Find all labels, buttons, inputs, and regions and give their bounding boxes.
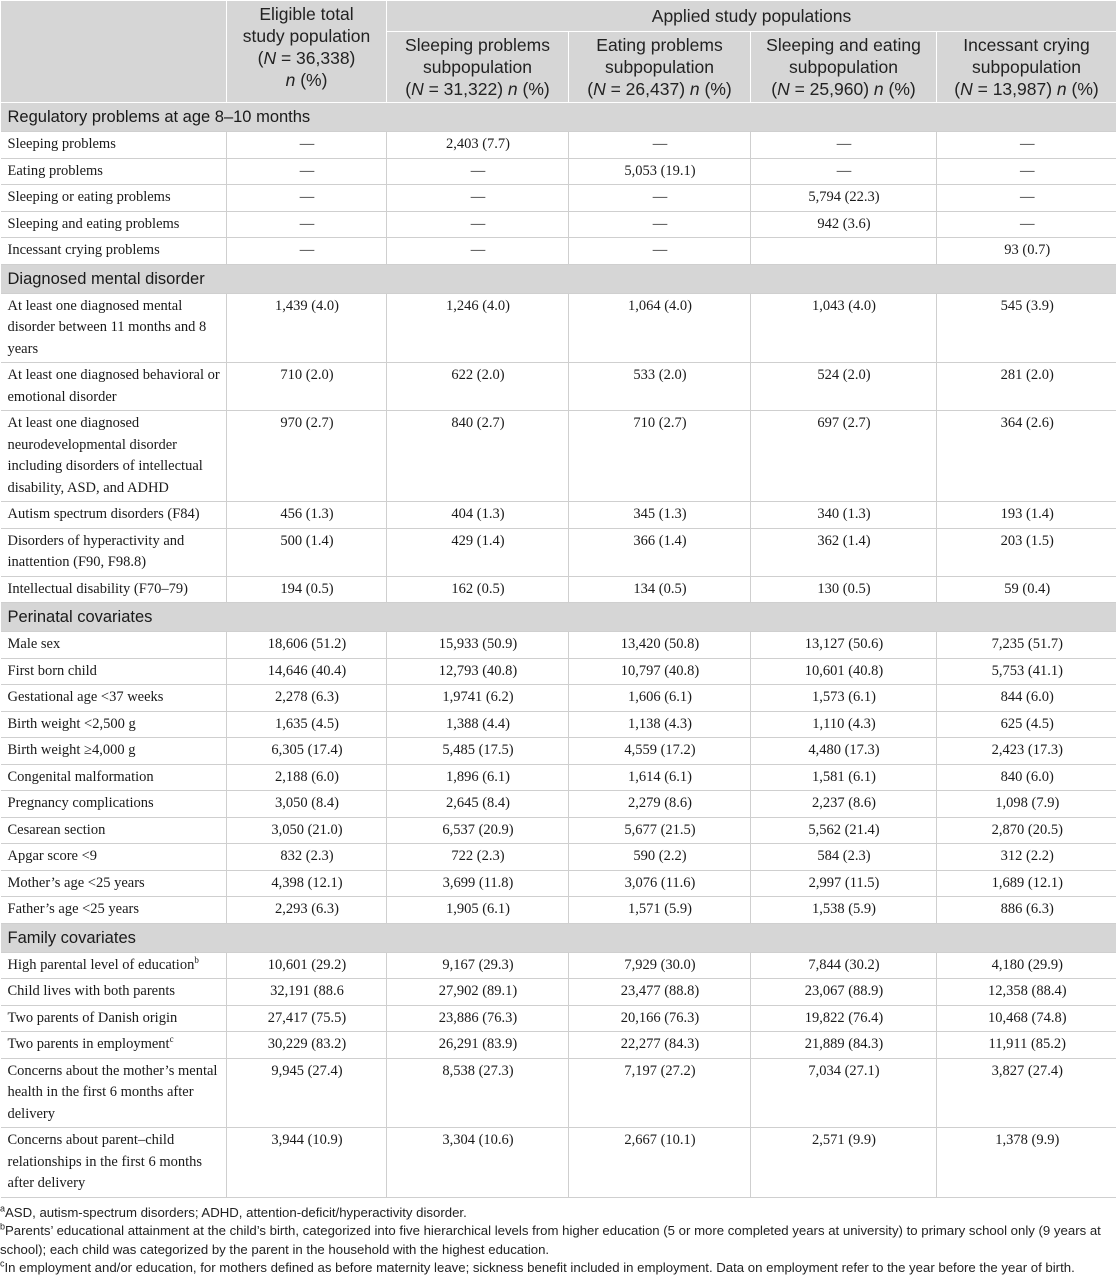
table-row xyxy=(1,791,1116,818)
table-header xyxy=(1,1,1116,103)
table-row xyxy=(1,132,1116,159)
table-cell xyxy=(751,238,937,265)
header-total-pct: (%) xyxy=(295,70,328,90)
table-cell: 12,793 (40.8) xyxy=(387,658,569,685)
table-cell: 3,050 (21.0) xyxy=(227,817,387,844)
table-cell: 1,110 (4.3) xyxy=(751,711,937,738)
row-label-text: Incessant crying problems xyxy=(7,242,160,258)
header-subpopulation-text: ( xyxy=(954,79,961,99)
table-row xyxy=(1,658,1116,685)
table-cell: 1,378 (9.9) xyxy=(937,1128,1116,1198)
row-label-text: Two parents of Danish origin xyxy=(7,1009,178,1026)
header-subpopulation-1 xyxy=(569,32,751,103)
header-subpopulation-text: subpopulation xyxy=(423,57,532,77)
table-cell: 13,420 (50.8) xyxy=(569,632,751,659)
table-row xyxy=(1,1058,1116,1128)
row-label xyxy=(1,293,227,363)
header-subpopulation-text: n xyxy=(873,79,884,99)
table-cell: 5,562 (21.4) xyxy=(751,817,937,844)
table-cell: 27,417 (75.5) xyxy=(227,1005,387,1032)
table-cell: — xyxy=(227,132,387,159)
footnote-text: ASD, autism-spectrum disorders; ADHD, attention-deficit/hyperactivity disorder. xyxy=(5,1204,467,1220)
header-subpopulation-text: N xyxy=(960,79,973,99)
table-cell: — xyxy=(387,238,569,265)
table-cell: — xyxy=(387,211,569,238)
header-subpopulation-text: subpopulation xyxy=(789,57,898,77)
row-label-text: Birth weight <2,500 g xyxy=(7,715,136,732)
table-cell: 11,911 (85.2) xyxy=(937,1032,1116,1059)
table-cell: 93 (0.7) xyxy=(937,238,1116,265)
table-cell: 6,305 (17.4) xyxy=(227,738,387,765)
table-row xyxy=(1,211,1116,238)
table-cell: 1,896 (6.1) xyxy=(387,764,569,791)
table-row xyxy=(1,502,1116,529)
row-label xyxy=(1,528,227,576)
table-cell: 1,689 (12.1) xyxy=(937,870,1116,897)
table-cell: — xyxy=(751,132,937,159)
table-cell: 9,167 (29.3) xyxy=(387,952,569,979)
table-cell: 2,188 (6.0) xyxy=(227,764,387,791)
row-label xyxy=(1,185,227,212)
table-cell: 15,933 (50.9) xyxy=(387,632,569,659)
table-cell: 1,614 (6.1) xyxy=(569,764,751,791)
row-label-text: Autism spectrum disorders (F84) xyxy=(7,506,200,522)
row-label-text: High parental level of education xyxy=(7,956,195,973)
section-header-row xyxy=(1,603,1116,632)
table-cell: 2,997 (11.5) xyxy=(751,870,937,897)
table-cell: 1,043 (4.0) xyxy=(751,293,937,363)
table-cell: 6,537 (20.9) xyxy=(387,817,569,844)
table-cell: 5,485 (17.5) xyxy=(387,738,569,765)
table-cell: 5,753 (41.1) xyxy=(937,658,1116,685)
table-cell: 2,645 (8.4) xyxy=(387,791,569,818)
table-cell: — xyxy=(569,211,751,238)
table-cell: 345 (1.3) xyxy=(569,502,751,529)
table-cell: 1,581 (6.1) xyxy=(751,764,937,791)
footnote-mark: b xyxy=(194,954,199,965)
table-cell: — xyxy=(387,158,569,185)
row-label-text: Child lives with both parents xyxy=(7,983,176,999)
section-title: Perinatal covariates xyxy=(1,603,1116,632)
table-cell: 59 (0.4) xyxy=(937,576,1116,603)
row-label xyxy=(1,870,227,897)
table-cell: 7,844 (30.2) xyxy=(751,952,937,979)
table-cell: 281 (2.0) xyxy=(937,363,1116,411)
header-total-line1: Eligible total xyxy=(259,4,354,24)
table-cell: 162 (0.5) xyxy=(387,576,569,603)
table-cell: 1,439 (4.0) xyxy=(227,293,387,363)
row-label xyxy=(1,817,227,844)
table-cell: 7,235 (51.7) xyxy=(937,632,1116,659)
table-cell: 5,794 (22.3) xyxy=(751,185,937,212)
table-cell: 710 (2.0) xyxy=(227,363,387,411)
table-cell: — xyxy=(569,185,751,212)
row-label-text: First born child xyxy=(7,662,97,679)
table-cell: — xyxy=(569,238,751,265)
table-cell: 312 (2.2) xyxy=(937,844,1116,871)
row-label xyxy=(1,1058,227,1128)
table-row xyxy=(1,185,1116,212)
table-row xyxy=(1,632,1116,659)
table-cell: 2,403 (7.7) xyxy=(387,132,569,159)
section-title: Regulatory problems at age 8–10 months xyxy=(1,103,1116,132)
table-cell: 1,064 (4.0) xyxy=(569,293,751,363)
header-subpopulation-text: Eating problems xyxy=(596,35,723,55)
table-row xyxy=(1,238,1116,265)
row-label xyxy=(1,1128,227,1198)
header-subpopulation-text: ( xyxy=(405,79,412,99)
table-cell: 10,601 (40.8) xyxy=(751,658,937,685)
table-cell: — xyxy=(387,185,569,212)
footnote-mark: a xyxy=(0,1203,6,1214)
header-subpopulation-0 xyxy=(387,32,569,103)
section-title: Diagnosed mental disorder xyxy=(1,264,1116,293)
footnote-mark: c xyxy=(0,1258,5,1269)
header-subpopulation-text: (%) xyxy=(1066,79,1099,99)
row-label-text: Father’s age <25 years xyxy=(7,901,140,917)
table-cell: 2,237 (8.6) xyxy=(751,791,937,818)
row-label-text: Birth weight ≥4,000 g xyxy=(7,742,136,758)
table-cell: 2,293 (6.3) xyxy=(227,897,387,924)
row-label-text: Concerns about the mother’s mental health in the first 6 months after delivery xyxy=(7,1062,218,1122)
table-cell: 4,180 (29.9) xyxy=(937,952,1116,979)
table-row xyxy=(1,979,1116,1006)
row-label xyxy=(1,411,227,502)
row-label-text: Male sex xyxy=(7,636,61,652)
row-label-text: Apgar score <9 xyxy=(7,848,98,864)
table-cell: — xyxy=(227,158,387,185)
header-total-line2: study population xyxy=(242,26,371,46)
table-cell: 364 (2.6) xyxy=(937,411,1116,502)
table-cell: 4,559 (17.2) xyxy=(569,738,751,765)
header-subpopulation-text: ( xyxy=(587,79,594,99)
table-cell: 2,279 (8.6) xyxy=(569,791,751,818)
row-label xyxy=(1,576,227,603)
table-row xyxy=(1,411,1116,502)
table-row xyxy=(1,870,1116,897)
row-label xyxy=(1,979,227,1006)
table-cell: 970 (2.7) xyxy=(227,411,387,502)
table-cell: 23,886 (76.3) xyxy=(387,1005,569,1032)
table-cell: 19,822 (76.4) xyxy=(751,1005,937,1032)
row-label-text: Intellectual disability (F70–79) xyxy=(7,580,188,597)
table-cell: 456 (1.3) xyxy=(227,502,387,529)
table-cell: 9,945 (27.4) xyxy=(227,1058,387,1128)
footnote-text: In employment and/or education, for mothers defined as before maternity leave; sickness benefit included in employment. Data on employment refer to the year before the year of birth. xyxy=(4,1260,1075,1275)
row-label-text: Mother’s age <25 years xyxy=(7,874,145,891)
row-label xyxy=(1,363,227,411)
table-row xyxy=(1,1005,1116,1032)
table-row xyxy=(1,711,1116,738)
table-cell: 203 (1.5) xyxy=(937,528,1116,576)
table-cell: — xyxy=(937,158,1116,185)
row-label xyxy=(1,132,227,159)
row-label xyxy=(1,764,227,791)
row-label xyxy=(1,711,227,738)
footnote xyxy=(0,1204,1116,1223)
table-cell: — xyxy=(751,158,937,185)
row-label xyxy=(1,158,227,185)
header-total-n: n xyxy=(285,70,296,90)
table-cell: 27,902 (89.1) xyxy=(387,979,569,1006)
table-cell: 1,573 (6.1) xyxy=(751,685,937,712)
table-cell: 193 (1.4) xyxy=(937,502,1116,529)
row-label xyxy=(1,238,227,265)
table-cell: 1,905 (6.1) xyxy=(387,897,569,924)
table-cell: 23,477 (88.8) xyxy=(569,979,751,1006)
table-cell: 2,278 (6.3) xyxy=(227,685,387,712)
table-cell: 840 (2.7) xyxy=(387,411,569,502)
table-cell: 697 (2.7) xyxy=(751,411,937,502)
table-row xyxy=(1,952,1116,979)
row-label xyxy=(1,685,227,712)
table-cell: 533 (2.0) xyxy=(569,363,751,411)
row-label-text: Sleeping problems xyxy=(7,136,116,152)
table-cell: 1,138 (4.3) xyxy=(569,711,751,738)
table-cell: 2,423 (17.3) xyxy=(937,738,1116,765)
row-label-text: At least one diagnosed behavioral or emotional disorder xyxy=(7,367,220,405)
section-title: Family covariates xyxy=(1,923,1116,952)
table-cell: 524 (2.0) xyxy=(751,363,937,411)
table-cell: 7,929 (30.0) xyxy=(569,952,751,979)
table-cell: 622 (2.0) xyxy=(387,363,569,411)
footnotes xyxy=(0,1198,1116,1278)
table-cell: 832 (2.3) xyxy=(227,844,387,871)
table-cell: 26,291 (83.9) xyxy=(387,1032,569,1059)
row-label xyxy=(1,791,227,818)
table-cell: 4,398 (12.1) xyxy=(227,870,387,897)
table-cell: 5,677 (21.5) xyxy=(569,817,751,844)
table-cell: 134 (0.5) xyxy=(569,576,751,603)
header-subpopulation-text: n xyxy=(1056,79,1067,99)
table-cell: 1,388 (4.4) xyxy=(387,711,569,738)
row-label xyxy=(1,632,227,659)
row-label-text: At least one diagnosed neurodevelopmental disorder including disorders of intellectual disability, ASD, and ADHD xyxy=(7,415,203,496)
table-cell: 3,944 (10.9) xyxy=(227,1128,387,1198)
header-subpopulation-text: Incessant crying xyxy=(963,35,1090,55)
table-cell: 942 (3.6) xyxy=(751,211,937,238)
row-label-text: Sleeping and eating problems xyxy=(7,215,180,232)
table-cell: 545 (3.9) xyxy=(937,293,1116,363)
row-label xyxy=(1,1032,227,1059)
section-header-row xyxy=(1,264,1116,293)
table-row xyxy=(1,844,1116,871)
table-cell: 1,098 (7.9) xyxy=(937,791,1116,818)
table-cell: 2,571 (9.9) xyxy=(751,1128,937,1198)
header-subpopulation-text: n xyxy=(507,79,518,99)
table-cell: — xyxy=(569,132,751,159)
table-cell: 4,480 (17.3) xyxy=(751,738,937,765)
table-cell: 1,246 (4.0) xyxy=(387,293,569,363)
section-header-row xyxy=(1,923,1116,952)
table-body xyxy=(1,103,1116,1198)
table-row xyxy=(1,528,1116,576)
table-cell: 23,067 (88.9) xyxy=(751,979,937,1006)
table-row xyxy=(1,764,1116,791)
header-total-count: = 36,338) xyxy=(276,48,356,68)
table-cell: 7,034 (27.1) xyxy=(751,1058,937,1128)
row-label-text: Disorders of hyperactivity and inattention (F90, F98.8) xyxy=(7,532,185,570)
row-label-text: Two parents in employment xyxy=(7,1036,170,1052)
table-cell: — xyxy=(937,211,1116,238)
section-header-row xyxy=(1,103,1116,132)
table-cell: 590 (2.2) xyxy=(569,844,751,871)
row-label xyxy=(1,897,227,924)
table-cell: 30,229 (83.2) xyxy=(227,1032,387,1059)
table-cell: 12,358 (88.4) xyxy=(937,979,1116,1006)
table-cell: 5,053 (19.1) xyxy=(569,158,751,185)
table-row xyxy=(1,158,1116,185)
row-label-text: Congenital malformation xyxy=(7,768,154,785)
table-row xyxy=(1,1032,1116,1059)
table-cell: 194 (0.5) xyxy=(227,576,387,603)
table-cell: 14,646 (40.4) xyxy=(227,658,387,685)
header-total-N: N xyxy=(263,48,277,68)
table-cell: 22,277 (84.3) xyxy=(569,1032,751,1059)
header-subpopulation-text: = 25,960) xyxy=(789,79,874,99)
table-cell: — xyxy=(937,185,1116,212)
table-cell: 2,870 (20.5) xyxy=(937,817,1116,844)
table-row xyxy=(1,576,1116,603)
table-cell: 10,601 (29.2) xyxy=(227,952,387,979)
row-label-text: Eating problems xyxy=(7,162,103,179)
header-subpopulation-text: (%) xyxy=(517,79,550,99)
header-total-population xyxy=(227,1,387,103)
row-label-text: Sleeping or eating problems xyxy=(7,189,171,205)
header-subpopulation-text: subpopulation xyxy=(972,57,1081,77)
header-subpopulation-2 xyxy=(751,32,937,103)
table-cell: 625 (4.5) xyxy=(937,711,1116,738)
table-cell: 1,606 (6.1) xyxy=(569,685,751,712)
header-subpopulation-text: n xyxy=(689,79,700,99)
table-cell: 1,635 (4.5) xyxy=(227,711,387,738)
footnote-text: Parents’ educational attainment at the child’s birth, categorized into five hierarchical levels from higher education (5 or more completed years at university) to primary school only (9 years at school); each child was categorized by the parent in the household with the highest education. xyxy=(0,1223,1101,1257)
table-cell: 18,606 (51.2) xyxy=(227,632,387,659)
header-subpopulation-text: ( xyxy=(771,79,778,99)
table-cell: 8,538 (27.3) xyxy=(387,1058,569,1128)
table-cell: — xyxy=(937,132,1116,159)
table-cell: 3,076 (11.6) xyxy=(569,870,751,897)
footnote xyxy=(0,1222,1116,1259)
footnote-mark: b xyxy=(0,1221,6,1232)
table-cell: 7,197 (27.2) xyxy=(569,1058,751,1128)
table-row xyxy=(1,1128,1116,1198)
table-row xyxy=(1,363,1116,411)
row-label xyxy=(1,844,227,871)
table-cell: — xyxy=(227,238,387,265)
header-subpopulation-3 xyxy=(937,32,1116,103)
header-subpopulation-text: N xyxy=(777,79,790,99)
table-cell: 20,166 (76.3) xyxy=(569,1005,751,1032)
table-cell: 710 (2.7) xyxy=(569,411,751,502)
table-cell: — xyxy=(227,211,387,238)
table-cell: 3,699 (11.8) xyxy=(387,870,569,897)
row-label-text: Pregnancy complications xyxy=(7,795,154,811)
header-subpopulation-text: (%) xyxy=(699,79,732,99)
header-subpopulation-text: Sleeping problems xyxy=(405,35,550,55)
row-label xyxy=(1,952,227,979)
header-subpopulation-text: = 31,322) xyxy=(423,79,508,99)
table-cell: 21,889 (84.3) xyxy=(751,1032,937,1059)
table-cell: 10,468 (74.8) xyxy=(937,1005,1116,1032)
table-cell: 500 (1.4) xyxy=(227,528,387,576)
table-cell: 340 (1.3) xyxy=(751,502,937,529)
row-label xyxy=(1,658,227,685)
table-cell: 10,797 (40.8) xyxy=(569,658,751,685)
table-cell: 429 (1.4) xyxy=(387,528,569,576)
table-cell: 886 (6.3) xyxy=(937,897,1116,924)
header-subpopulation-text: (%) xyxy=(883,79,916,99)
header-subpopulation-text: Sleeping and eating xyxy=(766,35,921,55)
table-cell: — xyxy=(227,185,387,212)
table-cell: 1,9741 (6.2) xyxy=(387,685,569,712)
row-label xyxy=(1,502,227,529)
table-row xyxy=(1,817,1116,844)
row-label-text: Cesarean section xyxy=(7,821,106,838)
table-cell: 722 (2.3) xyxy=(387,844,569,871)
table-cell: 3,304 (10.6) xyxy=(387,1128,569,1198)
table-cell: 366 (1.4) xyxy=(569,528,751,576)
table-cell: 13,127 (50.6) xyxy=(751,632,937,659)
table-cell: 584 (2.3) xyxy=(751,844,937,871)
header-subpopulation-text: N xyxy=(593,79,606,99)
row-label-text: At least one diagnosed mental disorder between 11 months and 8 years xyxy=(7,297,207,357)
table-row xyxy=(1,685,1116,712)
header-subpopulation-text: = 26,437) xyxy=(605,79,690,99)
row-label xyxy=(1,211,227,238)
table-cell: 840 (6.0) xyxy=(937,764,1116,791)
table-cell: 130 (0.5) xyxy=(751,576,937,603)
table-row xyxy=(1,293,1116,363)
table-cell: 2,667 (10.1) xyxy=(569,1128,751,1198)
row-label xyxy=(1,738,227,765)
table-cell: 3,050 (8.4) xyxy=(227,791,387,818)
footnote-mark: c xyxy=(169,1034,174,1045)
row-label-text: Gestational age <37 weeks xyxy=(7,689,164,705)
header-label-column xyxy=(1,1,227,103)
row-label xyxy=(1,1005,227,1032)
header-subpopulation-text: = 13,987) xyxy=(972,79,1057,99)
row-label-text: Concerns about parent–child relationships in the first 6 months after delivery xyxy=(7,1132,203,1191)
table-cell: 1,538 (5.9) xyxy=(751,897,937,924)
footnote xyxy=(0,1259,1116,1278)
table-cell: 32,191 (88.6 xyxy=(227,979,387,1006)
header-subpopulation-text: N xyxy=(411,79,424,99)
table-row xyxy=(1,897,1116,924)
header-group-applied: Applied study populations xyxy=(387,1,1116,32)
table-cell: 1,571 (5.9) xyxy=(569,897,751,924)
header-total-open: ( xyxy=(257,48,264,68)
table-row xyxy=(1,738,1116,765)
header-subpopulation-text: subpopulation xyxy=(605,57,714,77)
table-cell: 362 (1.4) xyxy=(751,528,937,576)
table-cell: 3,827 (27.4) xyxy=(937,1058,1116,1128)
table-cell: 844 (6.0) xyxy=(937,685,1116,712)
table-cell: 404 (1.3) xyxy=(387,502,569,529)
